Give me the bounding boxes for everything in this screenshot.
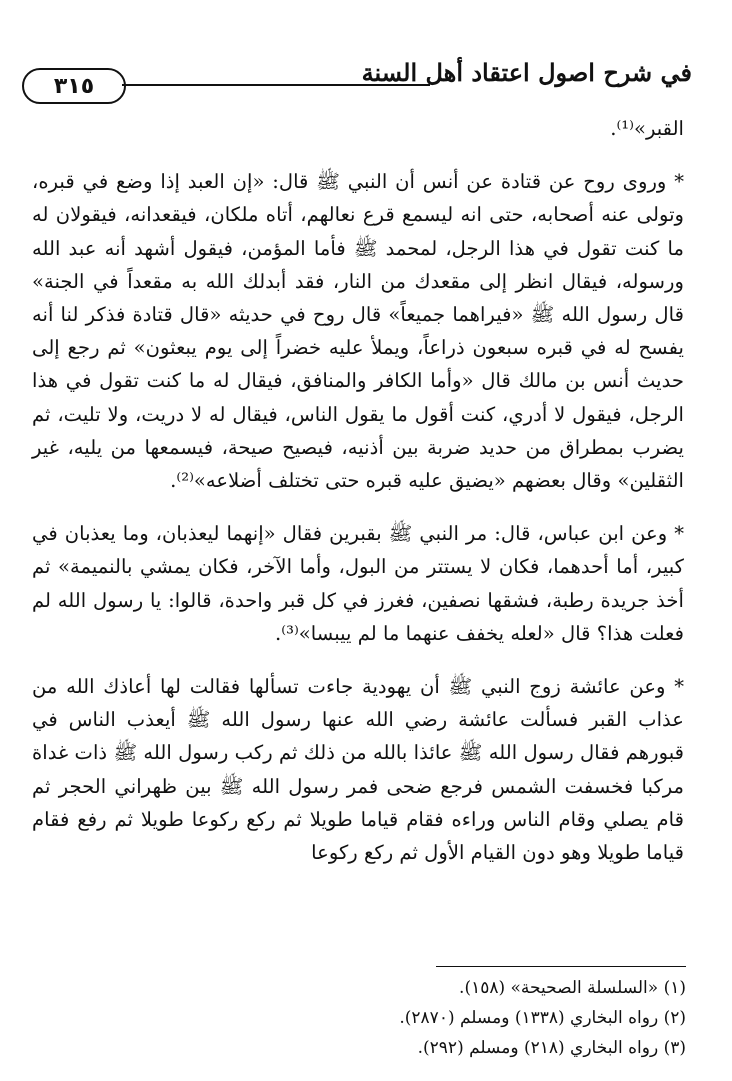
page-header [22, 58, 692, 106]
main-text [32, 112, 684, 869]
footnote-2: (٢) رواه البخاري (١٣٣٨) ومسلم (٢٨٧٠). [399, 1008, 686, 1028]
paragraph-ibn-abbas-hadith: * وعن ابن عباس، قال: مر النبي ﷺ بقبرين فقال «إنهما ليعذبان، وما يعذبان في كبير، أما أحدهما، فكان لا يستتر من البول، وأما الآخر، فكان يمشي بالنميمة» ثم أخذ جريدة رطبة، فشقها نصفين، فغرز في كل قبر واحدة، قالوا: يا رسول الله لم فعلت هذا؟ قال «لعله يخفف عنهما ما لم ييبسا»⁽³⁾. [32, 522, 684, 645]
footnote-divider [436, 966, 686, 967]
paragraph-qatada-hadith: * وروى روح عن قتادة عن أنس أن النبي ﷺ قال: «إن العبد إذا وضع في قبره، وتولى عنه أصحابه، حتى انه ليسمع قرع نعالهم، أتاه ملكان، فيقعدانه، فيقولان له ما كنت تقول في هذا الرجل، لمحمد ﷺ فأما المؤمن، فيقول أشهد أنه عبد الله ورسوله، فيقال انظر إلى مقعدك من النار، فقد أبدلك الله به مقعداً في الجنة» قال رسول الله ﷺ «فيراهما جميعاً» قال روح في حديثه «قال قتادة فذكر لنا أنه يفسح له في قبره سبعون ذراعاً، ويملأ عليه خضراً إلى يوم يبعثون» ثم رجع إلى حديث أنس بن مالك قال «وأما الكافر والمنافق، فيقال له ما كنت تقول في هذا الرجل، فيقول لا أدري، كنت أقول ما يقول الناس، فيقال له لا دريت، ولا تليت، ثم يضرب بمطراق من حديد ضربة بين أذنيه، فيصيح صيحة، فيسمعها من يليه، غير الثقلين» وقال بعضهم «يضيق عليه قبره حتى تختلف أضلاعه»⁽²⁾. [32, 170, 684, 493]
paragraph-continuation: القبر»⁽¹⁾. [610, 117, 684, 140]
running-title: في شرح اصول اعتقاد أهل السنة [361, 58, 692, 87]
footnote-3: (٣) رواه البخاري (٢١٨) ومسلم (٢٩٢). [417, 1038, 686, 1058]
footnotes [66, 973, 686, 1063]
paragraph-aisha-hadith: * وعن عائشة زوج النبي ﷺ أن يهودية جاءت تسألها فقالت لها أعاذك الله من عذاب القبر فسألت عائشة رضي الله عنها رسول الله ﷺ أيعذب الناس في قبورهم فقال رسول الله ﷺ عائذا بالله من ذلك ثم ركب رسول الله ﷺ ذات غداة مركبا فخسفت الشمس فرجع ضحى فمر رسول الله ﷺ بين ظهراني الحجر ثم قام يصلي وقام الناس وراءه فقام قياما طويلا ثم ركع ركوعا طويلا ثم رفع فقام قياما طويلا وهو دون القيام الأول ثم ركع ركوعا [32, 675, 684, 865]
page-number: ٣١٥ [22, 68, 126, 104]
footnote-1: (١) «السلسلة الصحيحة» (١٥٨). [459, 978, 686, 998]
